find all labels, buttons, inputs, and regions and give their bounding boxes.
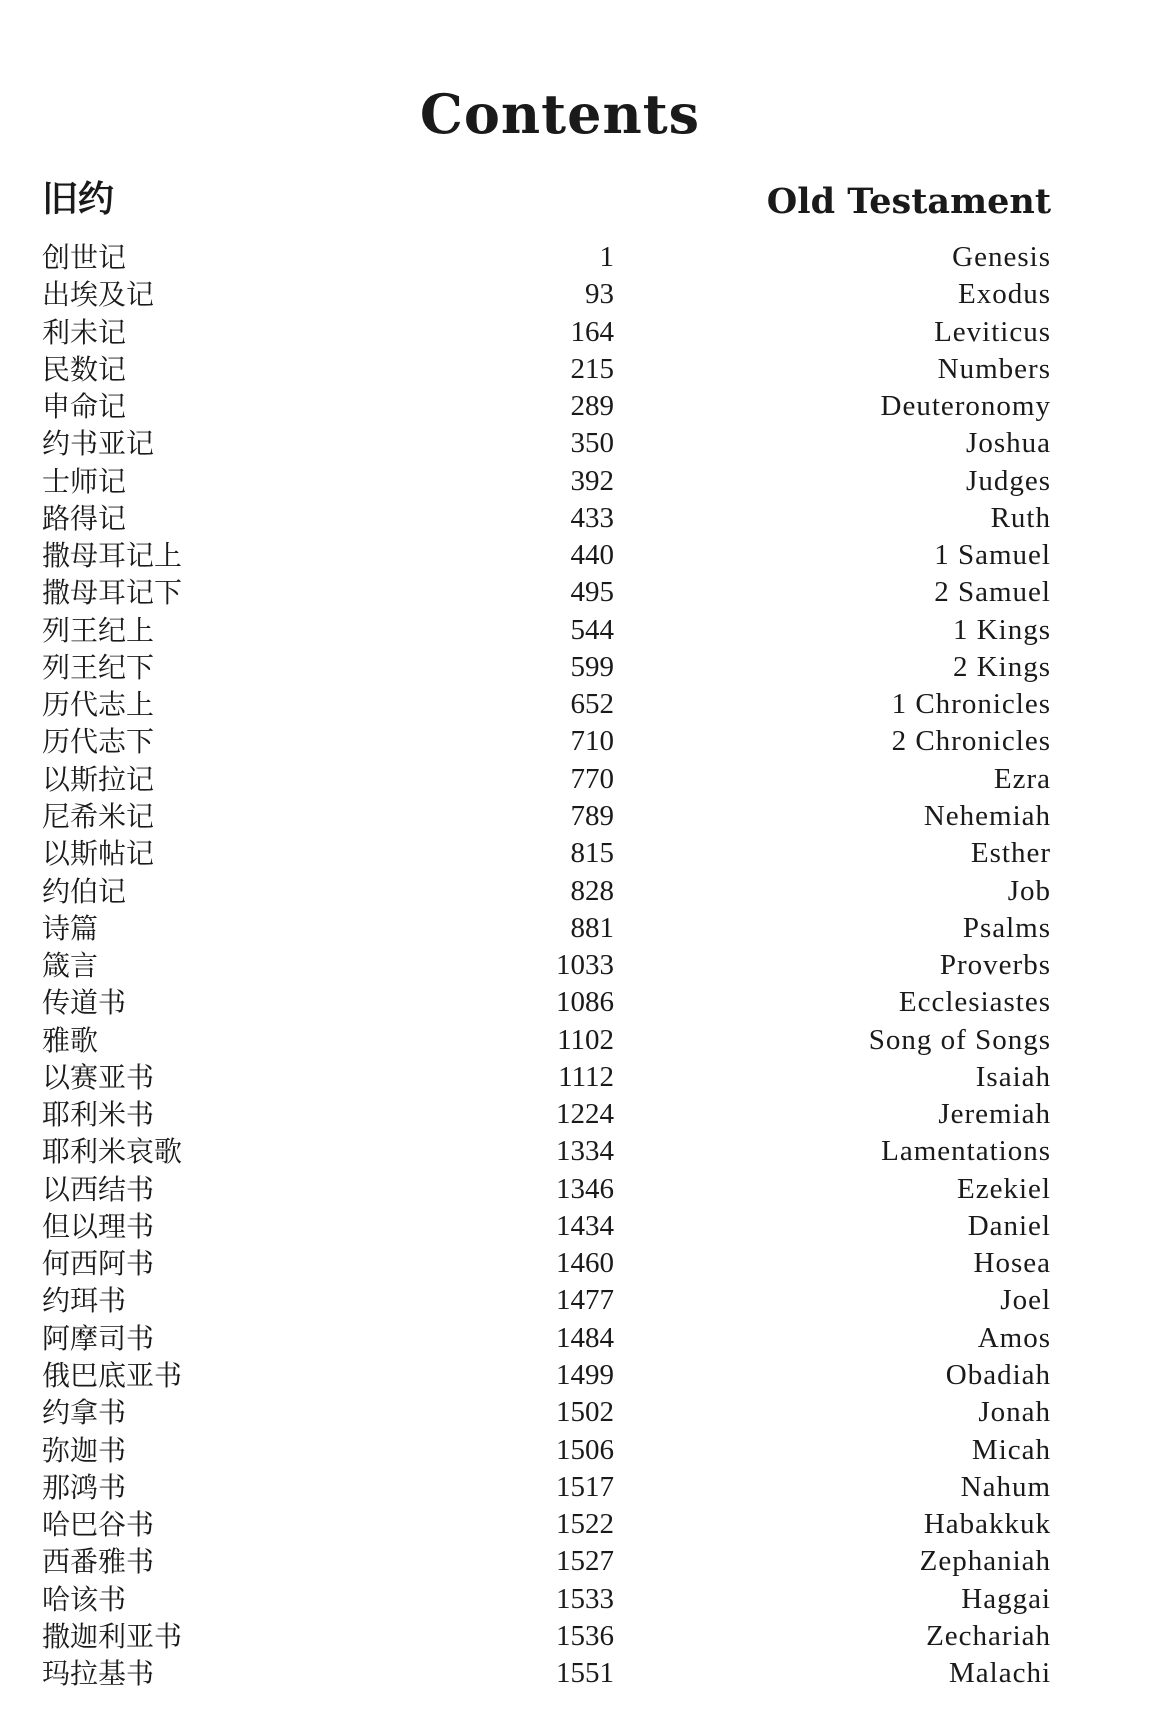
page-number: 350 xyxy=(570,427,614,460)
list-item[interactable] xyxy=(0,612,1164,649)
book-name-chinese: 以西结书 xyxy=(42,1172,155,1206)
list-item[interactable] xyxy=(0,1581,1164,1618)
book-name-english: Haggai xyxy=(961,1582,1051,1615)
page-number: 1 xyxy=(599,241,614,273)
page-number: 815 xyxy=(570,837,614,870)
book-name-chinese: 撒迦利亚书 xyxy=(42,1619,183,1653)
book-name-chinese: 但以理书 xyxy=(42,1209,155,1243)
book-name-english: Numbers xyxy=(937,352,1051,385)
book-name-english: Deuteronomy xyxy=(880,390,1051,423)
page-number: 215 xyxy=(570,352,614,385)
list-item[interactable] xyxy=(0,649,1164,686)
book-name-english: Zephaniah xyxy=(919,1545,1051,1578)
book-name-english: Psalms xyxy=(962,911,1051,944)
list-item[interactable] xyxy=(0,1171,1164,1208)
page-number: 1224 xyxy=(556,1098,614,1131)
book-name-chinese: 撒母耳记下 xyxy=(42,576,183,610)
book-name-chinese: 列王纪下 xyxy=(42,650,155,684)
book-name-chinese: 以斯拉记 xyxy=(42,762,155,796)
page-number: 828 xyxy=(570,874,614,907)
book-name-chinese: 历代志上 xyxy=(42,688,155,722)
book-name-english: 1 Samuel xyxy=(934,539,1051,572)
list-item[interactable] xyxy=(0,686,1164,723)
book-name-english: Jonah xyxy=(978,1396,1051,1429)
book-name-chinese: 民数记 xyxy=(42,352,127,386)
list-item[interactable] xyxy=(0,723,1164,760)
section-heading-chinese: 旧约 xyxy=(42,179,115,220)
book-name-chinese: 箴言 xyxy=(42,949,99,983)
book-name-chinese: 西番雅书 xyxy=(42,1545,155,1579)
page-number: 1499 xyxy=(556,1358,614,1391)
page-number: 789 xyxy=(570,799,614,832)
list-item[interactable] xyxy=(0,761,1164,798)
book-name-english: Esther xyxy=(970,837,1051,870)
book-name-english: Ruth xyxy=(990,501,1051,534)
list-item[interactable] xyxy=(0,574,1164,611)
list-item[interactable] xyxy=(0,1282,1164,1319)
book-name-english: Micah xyxy=(971,1433,1051,1466)
book-name-chinese: 雅歌 xyxy=(42,1023,99,1057)
page-number: 710 xyxy=(570,725,614,758)
page-number: 1460 xyxy=(556,1247,614,1280)
book-name-english: Nahum xyxy=(960,1470,1051,1503)
page-number: 433 xyxy=(570,501,614,534)
book-name-english: 1 Kings xyxy=(952,613,1051,646)
list-item[interactable] xyxy=(0,1245,1164,1282)
book-name-chinese: 列王纪上 xyxy=(42,613,155,647)
list-item[interactable] xyxy=(0,1394,1164,1431)
list-item[interactable] xyxy=(0,500,1164,537)
book-name-chinese: 申命记 xyxy=(42,390,127,424)
book-name-english: Daniel xyxy=(967,1209,1051,1242)
list-item[interactable] xyxy=(0,1506,1164,1543)
book-list xyxy=(0,239,1164,1692)
book-name-english: Joel xyxy=(1000,1284,1051,1317)
page-number: 289 xyxy=(570,390,614,423)
page-number: 881 xyxy=(570,911,614,944)
book-name-english: 2 Samuel xyxy=(934,576,1051,609)
list-item[interactable] xyxy=(0,947,1164,984)
list-item[interactable] xyxy=(0,835,1164,872)
book-name-chinese: 历代志下 xyxy=(42,725,155,759)
book-name-chinese: 阿摩司书 xyxy=(42,1321,155,1355)
book-name-english: Ezekiel xyxy=(957,1172,1051,1205)
list-item[interactable] xyxy=(0,425,1164,462)
book-name-english: Proverbs xyxy=(939,949,1051,982)
book-name-chinese: 玛拉基书 xyxy=(42,1657,155,1691)
list-item[interactable] xyxy=(0,1543,1164,1580)
list-item[interactable] xyxy=(0,1618,1164,1655)
book-name-english: Joshua xyxy=(966,427,1051,460)
list-item[interactable] xyxy=(0,1208,1164,1245)
book-name-english: Jeremiah xyxy=(938,1098,1051,1131)
book-name-english: 2 Chronicles xyxy=(891,725,1051,758)
book-name-chinese: 约拿书 xyxy=(42,1396,127,1430)
page-number: 1334 xyxy=(556,1135,614,1168)
page-number: 770 xyxy=(570,762,614,795)
page-number: 1434 xyxy=(556,1209,614,1242)
book-name-chinese: 那鸿书 xyxy=(42,1470,127,1504)
book-name-english: Song of Songs xyxy=(868,1023,1051,1056)
page-number: 164 xyxy=(570,315,614,348)
list-item[interactable] xyxy=(0,463,1164,500)
book-name-english: Amos xyxy=(977,1321,1051,1354)
list-item[interactable] xyxy=(0,1357,1164,1394)
book-name-chinese: 以斯帖记 xyxy=(42,837,155,871)
book-name-chinese: 以赛亚书 xyxy=(42,1060,155,1094)
book-name-chinese: 约珥书 xyxy=(42,1284,127,1318)
page-number: 1102 xyxy=(557,1023,614,1056)
page-number: 1346 xyxy=(556,1172,614,1205)
list-item[interactable] xyxy=(0,798,1164,835)
list-item[interactable] xyxy=(0,388,1164,425)
book-name-chinese: 创世记 xyxy=(42,241,127,274)
book-name-chinese: 哈巴谷书 xyxy=(42,1508,155,1542)
page-number: 1484 xyxy=(556,1321,614,1354)
list-item[interactable] xyxy=(0,1059,1164,1096)
book-name-chinese: 俄巴底亚书 xyxy=(42,1358,183,1392)
book-name-english: Nehemiah xyxy=(923,799,1051,832)
book-name-english: Hosea xyxy=(973,1247,1051,1280)
page-number: 93 xyxy=(585,278,614,311)
list-item[interactable] xyxy=(0,1022,1164,1059)
list-item[interactable] xyxy=(0,910,1164,947)
list-item[interactable] xyxy=(0,276,1164,313)
book-name-english: Isaiah xyxy=(975,1060,1051,1093)
page-number: 1502 xyxy=(556,1396,614,1429)
book-name-chinese: 出埃及记 xyxy=(42,278,155,312)
page-number: 1527 xyxy=(556,1545,614,1578)
book-name-chinese: 传道书 xyxy=(42,986,127,1020)
book-name-english: Ecclesiastes xyxy=(898,986,1051,1019)
list-item[interactable] xyxy=(0,351,1164,388)
list-item[interactable] xyxy=(0,537,1164,574)
list-item[interactable] xyxy=(0,1133,1164,1170)
book-name-chinese: 耶利米哀歌 xyxy=(42,1135,183,1169)
book-name-chinese: 路得记 xyxy=(42,501,127,535)
page-number: 1086 xyxy=(556,986,614,1019)
book-name-chinese: 撒母耳记上 xyxy=(42,539,183,573)
book-name-chinese: 约书亚记 xyxy=(42,427,155,461)
page-number: 1506 xyxy=(556,1433,614,1466)
list-item[interactable] xyxy=(0,1096,1164,1133)
book-name-chinese: 何西阿书 xyxy=(42,1247,155,1281)
book-name-chinese: 哈该书 xyxy=(42,1582,127,1616)
book-name-english: Leviticus xyxy=(934,315,1051,348)
list-item[interactable] xyxy=(0,1320,1164,1357)
page-number: 1477 xyxy=(556,1284,614,1317)
book-name-english: Zechariah xyxy=(926,1619,1051,1652)
book-name-english: Genesis xyxy=(952,241,1051,273)
list-item[interactable] xyxy=(0,239,1164,276)
page-number: 599 xyxy=(570,650,614,683)
page-number: 440 xyxy=(570,539,614,572)
book-name-english: Lamentations xyxy=(881,1135,1051,1168)
book-name-english: Malachi xyxy=(948,1657,1051,1690)
book-name-english: Job xyxy=(1007,874,1051,907)
book-name-chinese: 尼希米记 xyxy=(42,799,155,833)
list-item[interactable] xyxy=(0,984,1164,1021)
list-item[interactable] xyxy=(0,1655,1164,1692)
page-number: 1551 xyxy=(556,1657,614,1690)
page-number: 1112 xyxy=(558,1060,614,1093)
page-number: 1536 xyxy=(556,1619,614,1652)
page-number: 1522 xyxy=(556,1508,614,1541)
book-name-english: 1 Chronicles xyxy=(891,688,1051,721)
page-number: 1517 xyxy=(556,1470,614,1503)
page-number: 652 xyxy=(570,688,614,721)
page-number: 392 xyxy=(570,464,614,497)
section-heading-english: Old Testament xyxy=(766,181,1051,222)
book-name-english: Judges xyxy=(966,464,1051,497)
book-name-english: Exodus xyxy=(958,278,1051,311)
page-title: Contents xyxy=(419,82,701,146)
book-name-english: Obadiah xyxy=(945,1358,1051,1391)
book-name-chinese: 士师记 xyxy=(42,464,127,498)
page-number: 544 xyxy=(570,613,614,646)
book-name-english: Habakkuk xyxy=(923,1508,1051,1541)
list-item[interactable] xyxy=(0,314,1164,351)
book-name-chinese: 约伯记 xyxy=(42,874,127,908)
book-name-chinese: 耶利米书 xyxy=(42,1098,155,1132)
page-number: 495 xyxy=(570,576,614,609)
list-item[interactable] xyxy=(0,1469,1164,1506)
book-name-english: 2 Kings xyxy=(952,650,1051,683)
page-number: 1533 xyxy=(556,1582,614,1615)
book-name-chinese: 弥迦书 xyxy=(42,1433,127,1467)
book-name-chinese: 利未记 xyxy=(42,315,127,349)
book-name-chinese: 诗篇 xyxy=(42,911,99,945)
list-item[interactable] xyxy=(0,873,1164,910)
list-item[interactable] xyxy=(0,1432,1164,1469)
book-name-english: Ezra xyxy=(993,762,1051,795)
page-number: 1033 xyxy=(556,949,614,982)
